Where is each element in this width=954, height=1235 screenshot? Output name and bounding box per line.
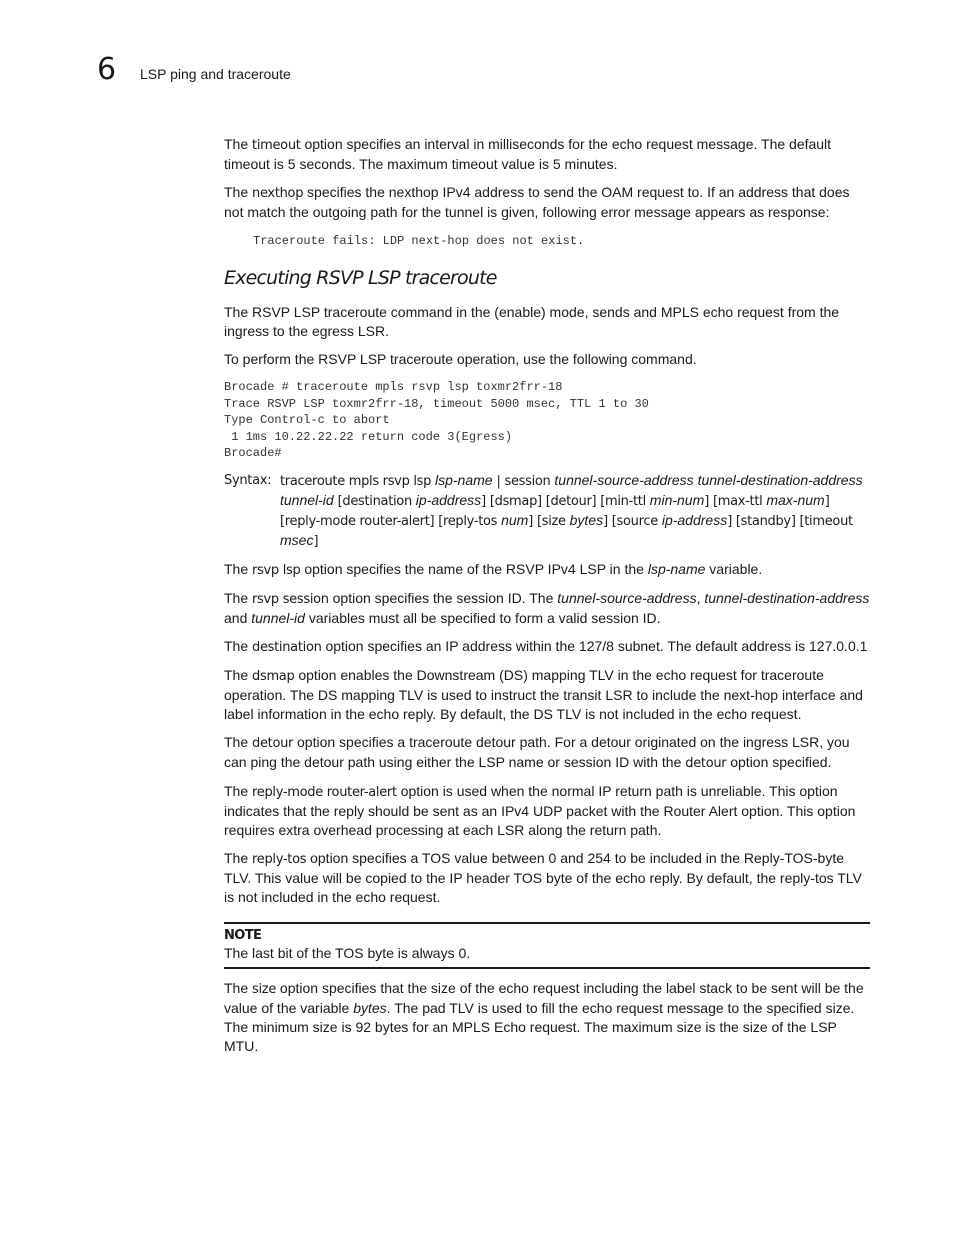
code-example: Brocade # traceroute mpls rsvp lsp toxmr2frr-18 Trace RSVP LSP toxmr2frr-18, timeout 5000 msec, TTL 1 to 30 Type Control-c to abort 1 1ms 10.22.22.22 return code 3(Egress) Brocade#: [224, 380, 649, 461]
note-text: The last bit of the TOS byte is always 0.: [224, 945, 471, 962]
chapter-number: 6: [97, 52, 117, 87]
syntax-block: Syntax: traceroute mpls rsvp lsp lsp-name | session tunnel-source-address tunnel-destination-address tunnel-id [destination ip-address] [dsmap] [detour] [min-ttl min-num] [max-ttl max-num] [reply-mode router-alert] [reply-tos num] [size bytes] [source ip-address] [standby] [timeout msec]: [224, 472, 863, 550]
paragraph-rsvp-session: The rsvp session option specifies the session ID. The tunnel-source-address, tunnel-destination-address and tunnel-id variables must all be specified to form a valid session ID.: [224, 590, 870, 627]
paragraph-reply-tos: The reply-tos option specifies a TOS value between 0 and 254 to be included in the Reply-TOS-byte TLV. This value will be copied to the IP header TOS byte of the echo reply. By default, the reply-tos TLV is not included in the echo request.: [224, 850, 862, 906]
note-box: [224, 922, 870, 969]
page-content: [224, 135, 870, 1065]
paragraph-dsmap: The dsmap option enables the Downstream (DS) mapping TLV in the echo request for traceroute operation. The DS mapping TLV is used to instruct the transit LSR to include the next-hop interface and label information in the echo reply. By default, the DS TLV is not included in the echo request.: [224, 667, 863, 723]
paragraph-nexthop: The nexthop specifies the nexthop IPv4 address to send the OAM request to. If an address that does not match the outgoing path for the tunnel is given, following error message appears as response:: [224, 184, 850, 220]
paragraph-detour: The detour option specifies a traceroute detour path. For a detour originated on the ingress LSR, you can ping the detour path using either the LSP name or session ID with the detour option specified.: [224, 734, 850, 772]
paragraph-rsvp-lsp: The rsvp lsp option specifies the name of the RSVP IPv4 LSP in the lsp-name variable.: [224, 561, 763, 579]
paragraph-intro: The RSVP LSP traceroute command in the (enable) mode, sends and MPLS echo request from the ingress to the egress LSR.: [224, 304, 840, 340]
note-title: NOTE: [224, 928, 262, 944]
paragraph-timeout: The timeout option specifies an interval in milliseconds for the echo request message. The default timeout is 5 seconds. The maximum timeout value is 5 minutes.: [224, 136, 832, 172]
paragraph-reply-mode: The reply-mode router-alert option is used when the normal IP return path is unreliable. This option indicates that the reply should be sent as an IPv4 UDP packet with the Router Alert option. This option requires extra overhead processing at each LSR along the return path.: [224, 783, 856, 839]
code-error-message: Traceroute fails: LDP next-hop does not exist.: [253, 234, 585, 248]
syntax-label: Syntax:: [224, 473, 272, 489]
chapter-title: LSP ping and traceroute: [140, 66, 291, 82]
keyword: timeout: [252, 138, 301, 153]
paragraph-size: The size option specifies that the size of the echo request including the label stack to be sent will be the value of the variable bytes. The pad TLV is used to fill the echo request message to the specified size. The minimum size is 92 bytes for an MPLS Echo request. The maximum size is the size of the LSP MTU.: [224, 980, 864, 1055]
keyword: nexthop: [252, 186, 304, 201]
section-heading: Executing RSVP LSP traceroute: [224, 267, 497, 290]
paragraph-perform: To perform the RSVP LSP traceroute operation, use the following command.: [224, 351, 697, 368]
paragraph-destination: The destination option specifies an IP address within the 127/8 subnet. The default address is 127.0.0.1: [224, 638, 868, 656]
